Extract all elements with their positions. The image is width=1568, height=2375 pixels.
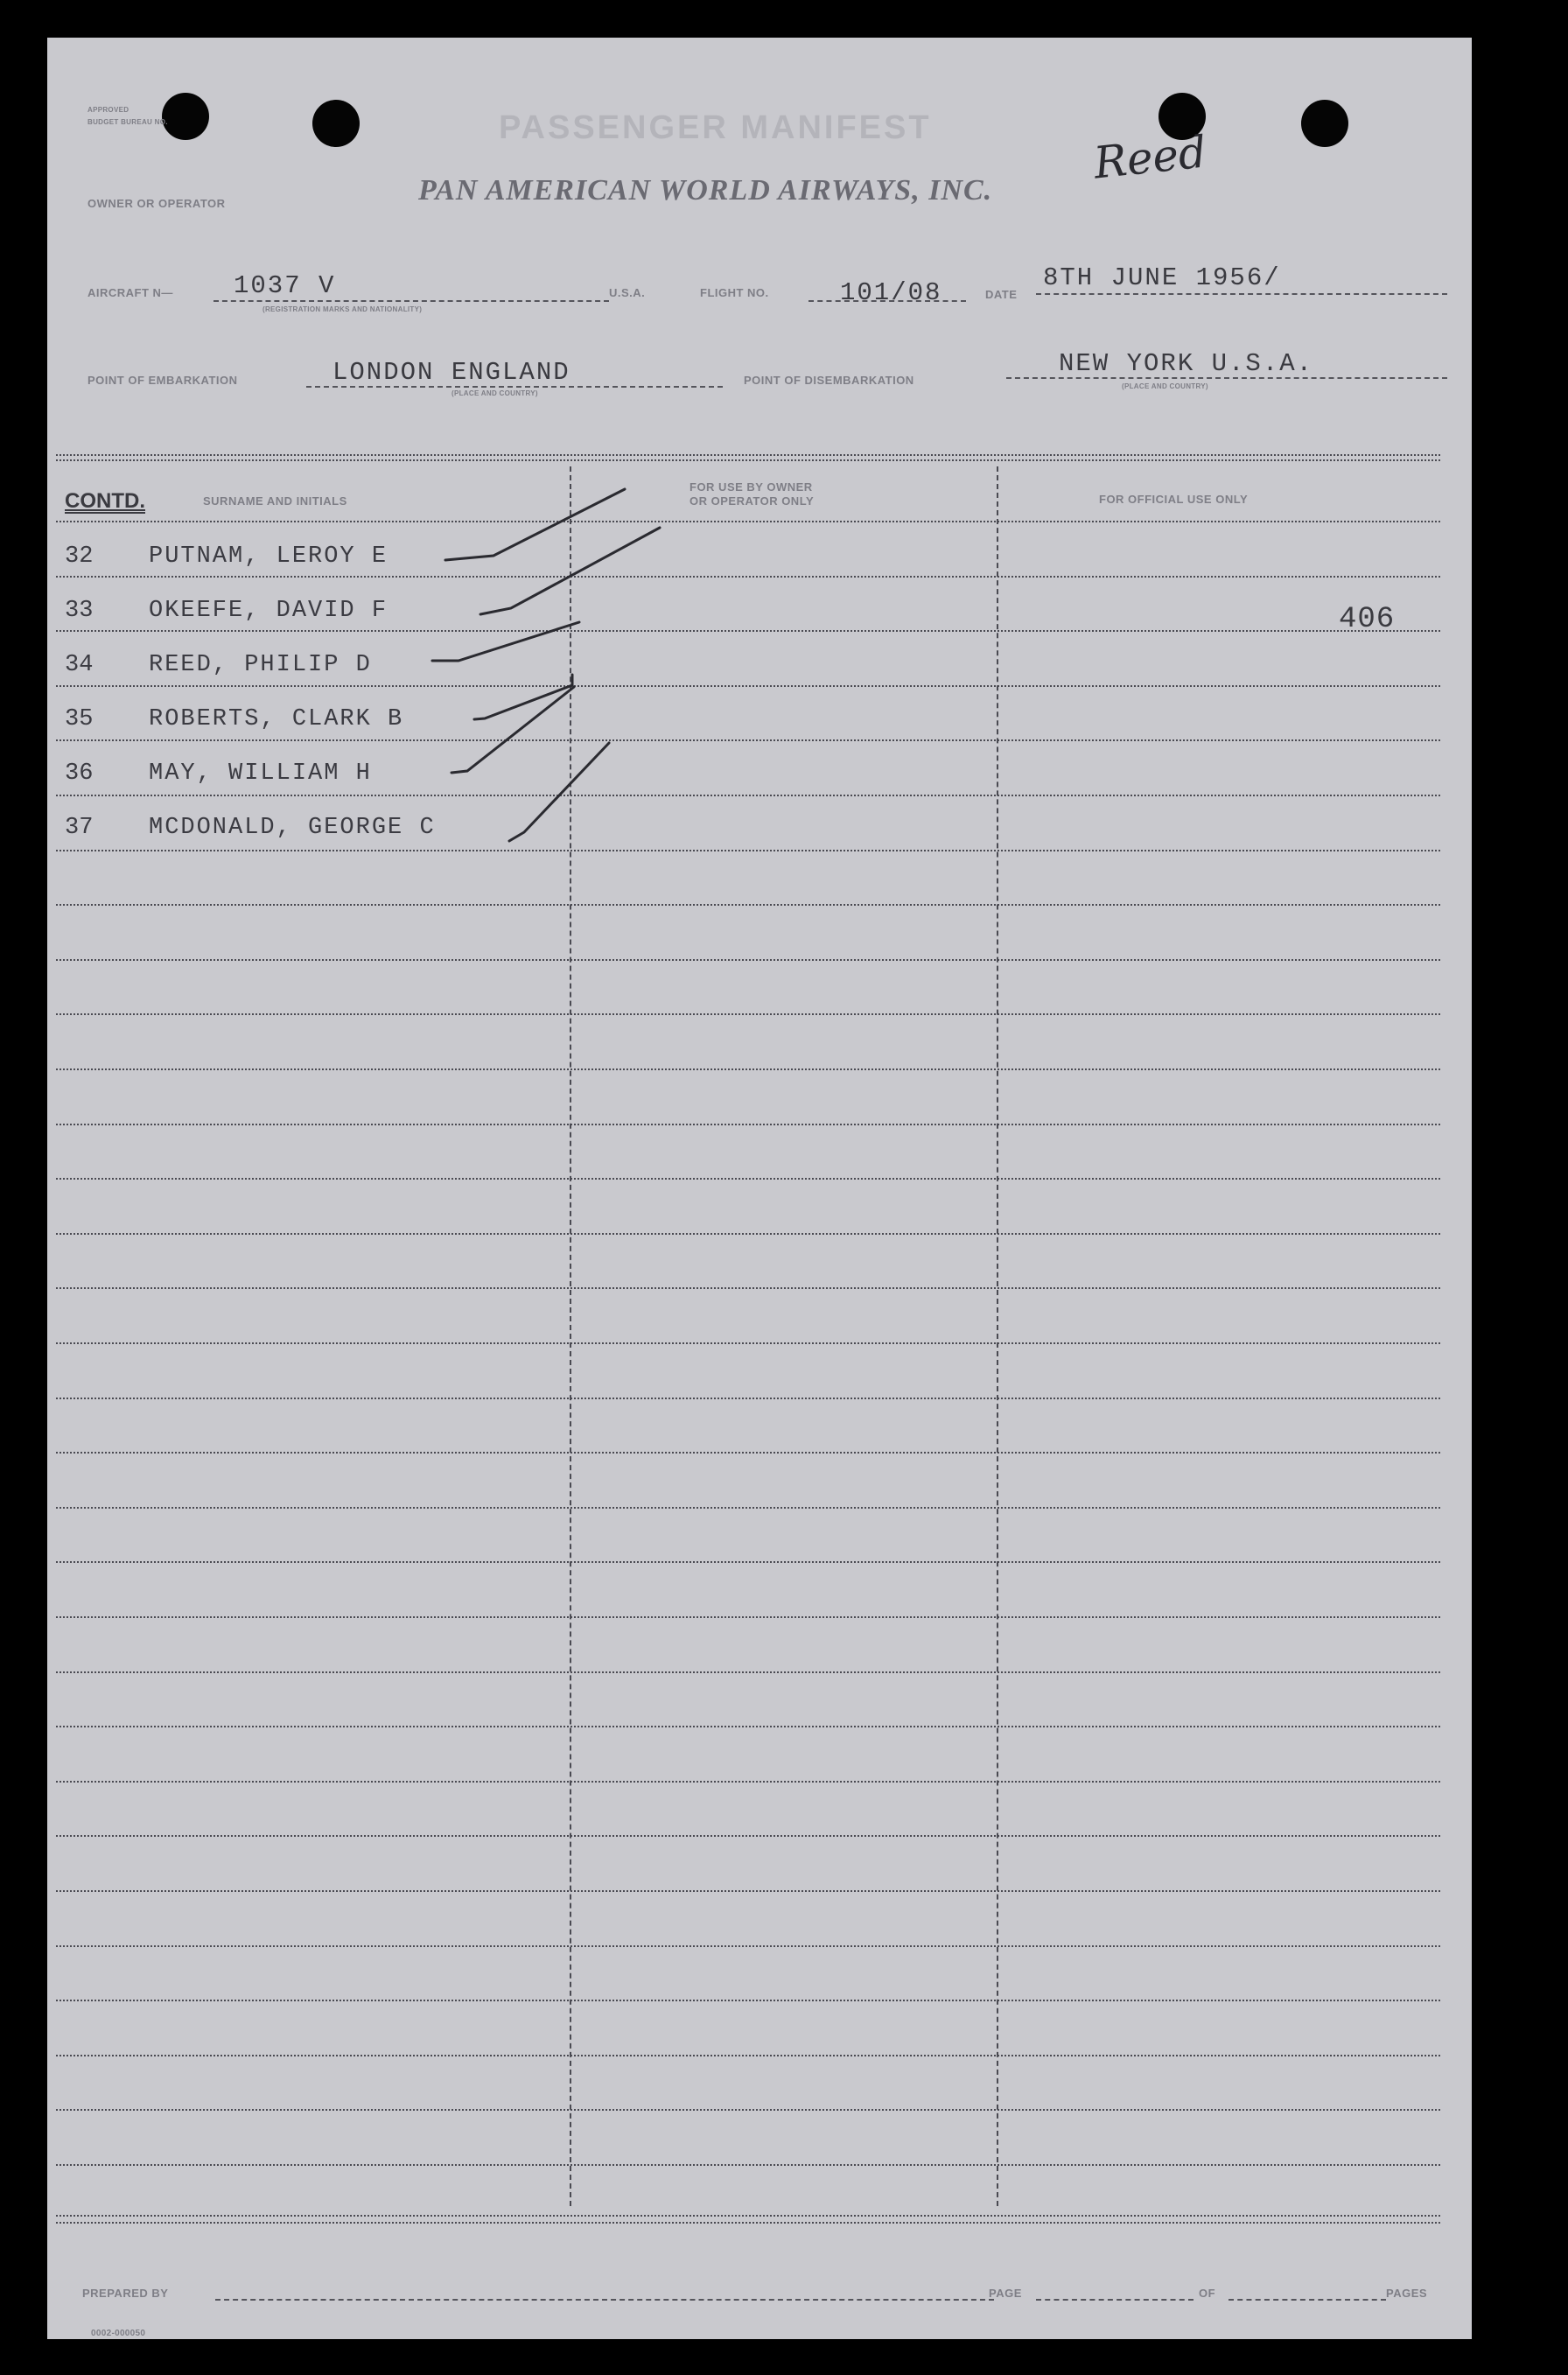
- table-ruling: [56, 2000, 1440, 2001]
- passenger-number: 36: [65, 760, 94, 787]
- table-ruling: [56, 1068, 1440, 1070]
- col-owner-header-1: FOR USE BY OWNER: [690, 480, 813, 494]
- table-ruling: [56, 2109, 1440, 2111]
- registration-caption: (REGISTRATION MARKS AND NATIONALITY): [262, 305, 423, 313]
- date-label: DATE: [985, 288, 1018, 301]
- embarkation-label: POINT OF EMBARKATION: [88, 374, 238, 387]
- table-ruling: [56, 1726, 1440, 1727]
- passenger-name: MAY, WILLIAM H: [149, 760, 372, 787]
- disembarkation-label: POINT OF DISEMBARKATION: [744, 374, 914, 387]
- disembarkation-value: NEW YORK U.S.A.: [1059, 349, 1314, 378]
- page-label: PAGE: [989, 2287, 1022, 2300]
- passenger-name: OKEEFE, DAVID F: [149, 598, 388, 624]
- passenger-number: 34: [65, 652, 94, 678]
- manifest-sheet: [47, 38, 1472, 2339]
- company-name: PAN AMERICAN WORLD AIRWAYS, INC.: [418, 174, 993, 207]
- passenger-number: 33: [65, 598, 94, 624]
- col-contd-header: CONTD.: [65, 489, 145, 513]
- page-title: PASSENGER MANIFEST: [499, 109, 932, 146]
- embarkation-caption: (PLACE AND COUNTRY): [452, 389, 538, 397]
- passenger-number: 32: [65, 543, 94, 570]
- table-ruling: [56, 1342, 1440, 1344]
- disembarkation-caption: (PLACE AND COUNTRY): [1122, 382, 1208, 390]
- handwritten-note: Reed: [1091, 126, 1209, 189]
- col-surname-header: SURNAME AND INITIALS: [203, 494, 347, 508]
- passenger-number: 35: [65, 706, 94, 732]
- table-ruling: [56, 1945, 1440, 1947]
- table-ruling: [56, 1452, 1440, 1454]
- table-ruling: [56, 1890, 1440, 1892]
- embarkation-value: LONDON ENGLAND: [332, 358, 570, 387]
- table-ruling: [56, 1013, 1440, 1015]
- flight-label: FLIGHT NO.: [700, 286, 769, 299]
- pages-label: PAGES: [1386, 2287, 1428, 2300]
- check-mark-icon: [509, 743, 609, 841]
- table-ruling: [56, 1287, 1440, 1289]
- check-mark-icon: [452, 687, 574, 773]
- table-ruling: [56, 1561, 1440, 1563]
- of-label: OF: [1199, 2287, 1216, 2300]
- passenger-name: PUTNAM, LEROY E: [149, 543, 388, 570]
- table-ruling: [56, 959, 1440, 961]
- check-mark-icon: [432, 622, 579, 661]
- passenger-name: REED, PHILIP D: [149, 652, 372, 678]
- usa-label: U.S.A.: [609, 286, 646, 299]
- date-value: 8TH JUNE 1956/: [1043, 263, 1281, 292]
- aircraft-label: AIRCRAFT N—: [88, 286, 173, 299]
- col-owner-header-2: OR OPERATOR ONLY: [690, 494, 815, 508]
- table-ruling: [56, 1781, 1440, 1783]
- passenger-name: ROBERTS, CLARK B: [149, 706, 404, 732]
- table-ruling: [56, 1616, 1440, 1618]
- check-mark-icon: [474, 675, 572, 719]
- table-ruling: [56, 1398, 1440, 1399]
- table-ruling: [56, 1507, 1440, 1509]
- table-ruling: [56, 1671, 1440, 1673]
- table-ruling: [56, 1124, 1440, 1125]
- table-ruling: [56, 2164, 1440, 2166]
- col-official-header: FOR OFFICIAL USE ONLY: [1099, 493, 1249, 506]
- passenger-name: MCDONALD, GEORGE C: [149, 815, 436, 841]
- check-mark-icon: [445, 489, 625, 560]
- table-ruling: [56, 1835, 1440, 1837]
- table-ruling: [56, 1233, 1440, 1235]
- official-note: 406: [1339, 603, 1396, 636]
- check-mark-icon: [480, 528, 660, 614]
- aircraft-value: 1037 V: [234, 271, 336, 300]
- table-ruling: [56, 2055, 1440, 2056]
- approved-label: APPROVED: [88, 106, 130, 114]
- budget-label: BUDGET BUREAU NO.: [88, 118, 168, 126]
- form-number: 0002-000050: [91, 2329, 146, 2338]
- table-ruling: [56, 1178, 1440, 1180]
- passenger-number: 37: [65, 815, 94, 841]
- check-marks: [47, 38, 1472, 913]
- flight-value: 101/08: [840, 278, 942, 307]
- prepared-by-label: PREPARED BY: [82, 2287, 169, 2300]
- owner-label: OWNER OR OPERATOR: [88, 197, 226, 210]
